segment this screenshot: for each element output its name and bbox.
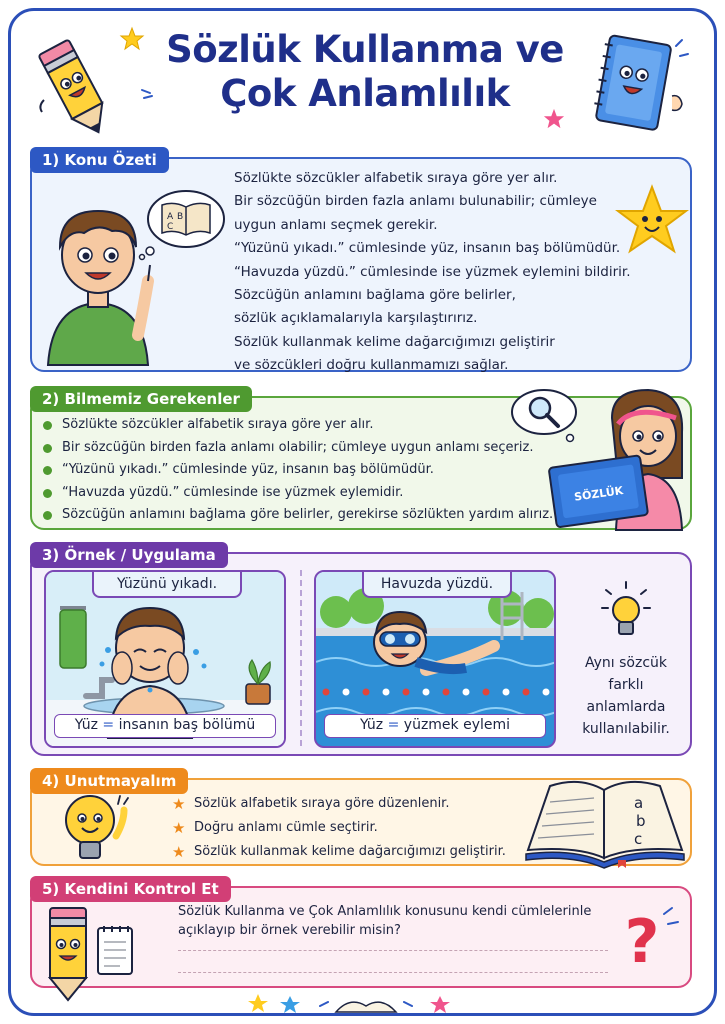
list-item: Sözcüğün anlamını bağlama göre belirler, gerekirse sözlükten yardım alırız. [40,504,553,527]
summary-line: Sözcüğün anlamını bağlama göre belirler, [234,287,516,304]
book-letter-b: b [636,812,646,830]
summary-line: sözlük açıklamalarıyla karşılaştırırız. [234,310,478,327]
page-title [150,28,580,116]
self-check-question [178,902,591,940]
example-caption: Havuzda yüzdü. [362,572,512,598]
star-icon [120,27,144,51]
page-title-line1: Sözlük Kullanma ve [166,28,564,71]
section-konu-ozeti [30,151,692,374]
summary-line: ve sözcükleri doğru kullanmamızı sağlar. [234,357,509,374]
knowledge-list [40,414,553,527]
list-item: “Havuzda yüzdü.” cümlesinde ise yüzmek eylemidir. [40,482,553,505]
thought-bubble-book-icon [136,189,226,259]
reminder-list [172,792,506,864]
footer-decorations [240,990,490,1016]
lightbulb-mascot-icon [54,792,138,866]
question-line: Sözlük Kullanma ve Çok Anlamlılık konusunu kendi cümlelerinle [178,904,592,919]
example-word: Yüz [74,717,98,733]
pencil-with-notepad-icon [42,904,142,1002]
list-item: ★ Doğru anlamı cümle seçtirir. [172,816,506,840]
section-4-label: 4) Unutmayalım [30,768,188,794]
book-letter-c: C [167,222,174,232]
section-3-label: 3) Örnek / Uygulama [30,542,228,568]
question-line: açıklayıp bir örnek verebilir misin? [178,923,401,938]
book-letter-b: B [177,212,184,222]
summary-line: “Yüzünü yıkadı.” cümlesinde yüz, insanın baş bölümüdür. [234,240,621,257]
section-ornek-uygulama [30,546,692,756]
list-item: “Yüzünü yıkadı.” cümlesinde yüz, insanın baş bölümüdür. [40,459,553,482]
section-1-label: 1) Konu Özeti [30,147,169,173]
star-icon [543,108,565,130]
section-kendini-kontrol-et [30,880,692,988]
summary-line: Bir sözcüğün birden fazla anlamı bulunabilir; cümleye [234,193,597,210]
star-bullet-icon: ★ [172,795,186,813]
example-panel-swimming [314,570,556,748]
summary-line: Sözlük kullanmak kelime dağarcığımızı geliştirir [234,333,555,350]
example-meaning [54,714,276,738]
notebook-mascot-icon [580,26,690,144]
star-mascot-icon [614,183,690,259]
section-5-label: 5) Kendini Kontrol Et [30,876,231,902]
equals-sign: = [387,717,400,733]
summary-line: uygun anlamı seçmek gerekir. [234,216,438,233]
list-item: ★ Sözlük alfabetik sıraya göre düzenlenir. [172,792,506,816]
section-2-label: 2) Bilmemiz Gerekenler [30,386,252,412]
panel-divider [300,570,302,746]
pencil-mascot-icon [30,28,120,143]
summary-line: Sözlükte sözcükler alfabetik sıraya göre yer alır. [234,170,558,186]
book-letter-a: A [167,212,174,222]
example-meaning-text: insanın baş bölümü [118,717,256,733]
answer-line[interactable] [178,950,608,951]
equals-sign: = [102,717,115,733]
question-mark-icon [612,902,682,978]
page-title-line2: Çok Anlamlılık [220,72,510,115]
example-caption: Yüzünü yıkadı. [92,572,242,598]
example-panel-washing [44,570,286,748]
sozluk-book-label: SÖZLÜK [573,483,625,504]
list-item: Bir sözcüğün birden fazla anlamı olabilir; cümleye uygun anlamı seçeriz. [40,437,553,460]
example-meaning [324,714,546,738]
example-note: Aynı sözcük farklı anlamlarda kullanılabilir. [582,655,670,737]
example-meaning-text: yüzmek eylemi [403,717,511,733]
lightbulb-icon [600,580,652,642]
answer-line[interactable] [178,972,608,973]
list-item: ★ Sözlük kullanmak kelime dağarcığımızı geliştirir. [172,840,506,864]
book-letter-a: a [634,794,644,812]
girl-reading-icon [548,388,690,530]
summary-text [234,167,631,378]
book-letter-c: c [634,830,643,848]
list-item: Sözlükte sözcükler alfabetik sıraya göre yer alır. [40,414,553,437]
question-mark-glyph: ? [624,907,660,977]
section-unutmayalim [30,772,692,866]
open-book-icon [522,768,688,868]
star-bullet-icon: ★ [172,819,186,837]
summary-line: “Havuzda yüzdü.” cümlesinde ise yüzmek eylemini bildirir. [234,263,631,280]
example-word: Yüz [359,717,384,733]
star-bullet-icon: ★ [172,843,186,861]
section-bilmemiz-gerekenler [30,390,692,530]
